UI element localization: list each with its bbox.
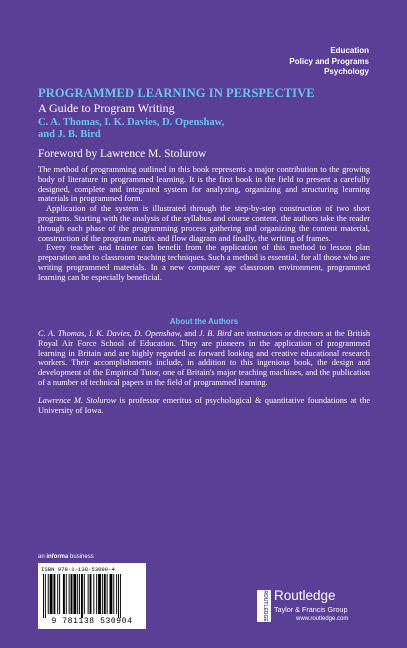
logo-lettering: ROUTLEDGE	[262, 590, 268, 622]
subject-categories	[289, 46, 369, 78]
subject-policy: Policy and Programs	[289, 56, 369, 66]
about-authors-section	[38, 329, 370, 423]
author-conjunction: and	[181, 329, 199, 338]
foreword-author-name: Lawrence M. Stolurow	[38, 395, 117, 405]
description-paragraph: Application of the system is illustrated through the step-by-step construction of two short programs. Starting with the analysis of the syllabus and course content, the authors take the reader through each phase of the programming process gathering and organizing the content material, construction of the program matrix and flow diagram and finally, the writing of frames.	[38, 204, 370, 243]
informa-tagline: an informa business	[38, 554, 94, 560]
description-paragraph: The method of programming outlined in this book represents a major contribution to the growing body of literature in programmed learning. It is the first book in the field to present a carefully designed, complete and integrated system for analyzing, organizing and structuring learning materials in programmed form.	[38, 165, 370, 204]
about-authors-heading: About the Authors	[169, 317, 239, 326]
about-foreword-text: is professor emeritus of psychological & quantitative foundations at the University of Iowa.	[38, 395, 370, 415]
book-description	[38, 165, 370, 283]
book-title: PROGRAMMED LEARNING IN PERSPECTIVE	[38, 86, 315, 100]
routledge-logo-icon	[257, 590, 271, 622]
publisher-name: Routledge	[274, 588, 336, 603]
publisher-group: Taylor & Francis Group	[274, 605, 348, 614]
publisher-url: www.routledge.com	[296, 616, 349, 622]
subject-psychology: Psychology	[324, 67, 369, 76]
isbn-number: ISBN 978-1-138-53090-4	[41, 566, 115, 573]
subject-education: Education	[330, 46, 369, 55]
ean-digits: 9 781138 530904	[51, 617, 133, 626]
book-authors	[38, 117, 358, 141]
author-last-name: J. B. Bird	[198, 329, 232, 338]
barcode-area	[38, 554, 148, 629]
author-names: C. A. Thomas, I. K. Davies, D. Openshaw,	[38, 329, 182, 338]
barcode-bars	[41, 574, 143, 618]
authors-line-2: and J. B. Bird	[38, 129, 101, 140]
about-authors-text: are instructors or directors at the British Royal Air Force School of Education. They are pioneers in the application of programmed learning in Britain and are highly regarded as forward looking and creative educational research workers. Their accomplishments include, in addition to this ingenious book, the design and development of the Empirical Tutor, one of Britain's major teaching machines, and the publication of a number of technical papers in the field of programmed learning.	[38, 329, 371, 387]
about-foreword-paragraph	[38, 396, 370, 416]
informa-brand: informa	[46, 554, 69, 560]
barcode	[38, 563, 146, 629]
description-paragraph: Every teacher and trainer can benefit from the application of this method to lesson plan preparation and to classroom teaching techniques. Such a method is essential, for all those who are writing programmed materials. In a new computer age classroom environment, programmed learning can be especially beneficial.	[38, 243, 370, 282]
about-authors-paragraph	[38, 329, 370, 388]
authors-line-1: C. A. Thomas, I. K. Davies, D. Openshaw,	[38, 117, 225, 128]
foreword-credit: Foreword by Lawrence M. Stolurow	[38, 148, 207, 160]
book-subtitle: A Guide to Program Writing	[38, 101, 175, 115]
